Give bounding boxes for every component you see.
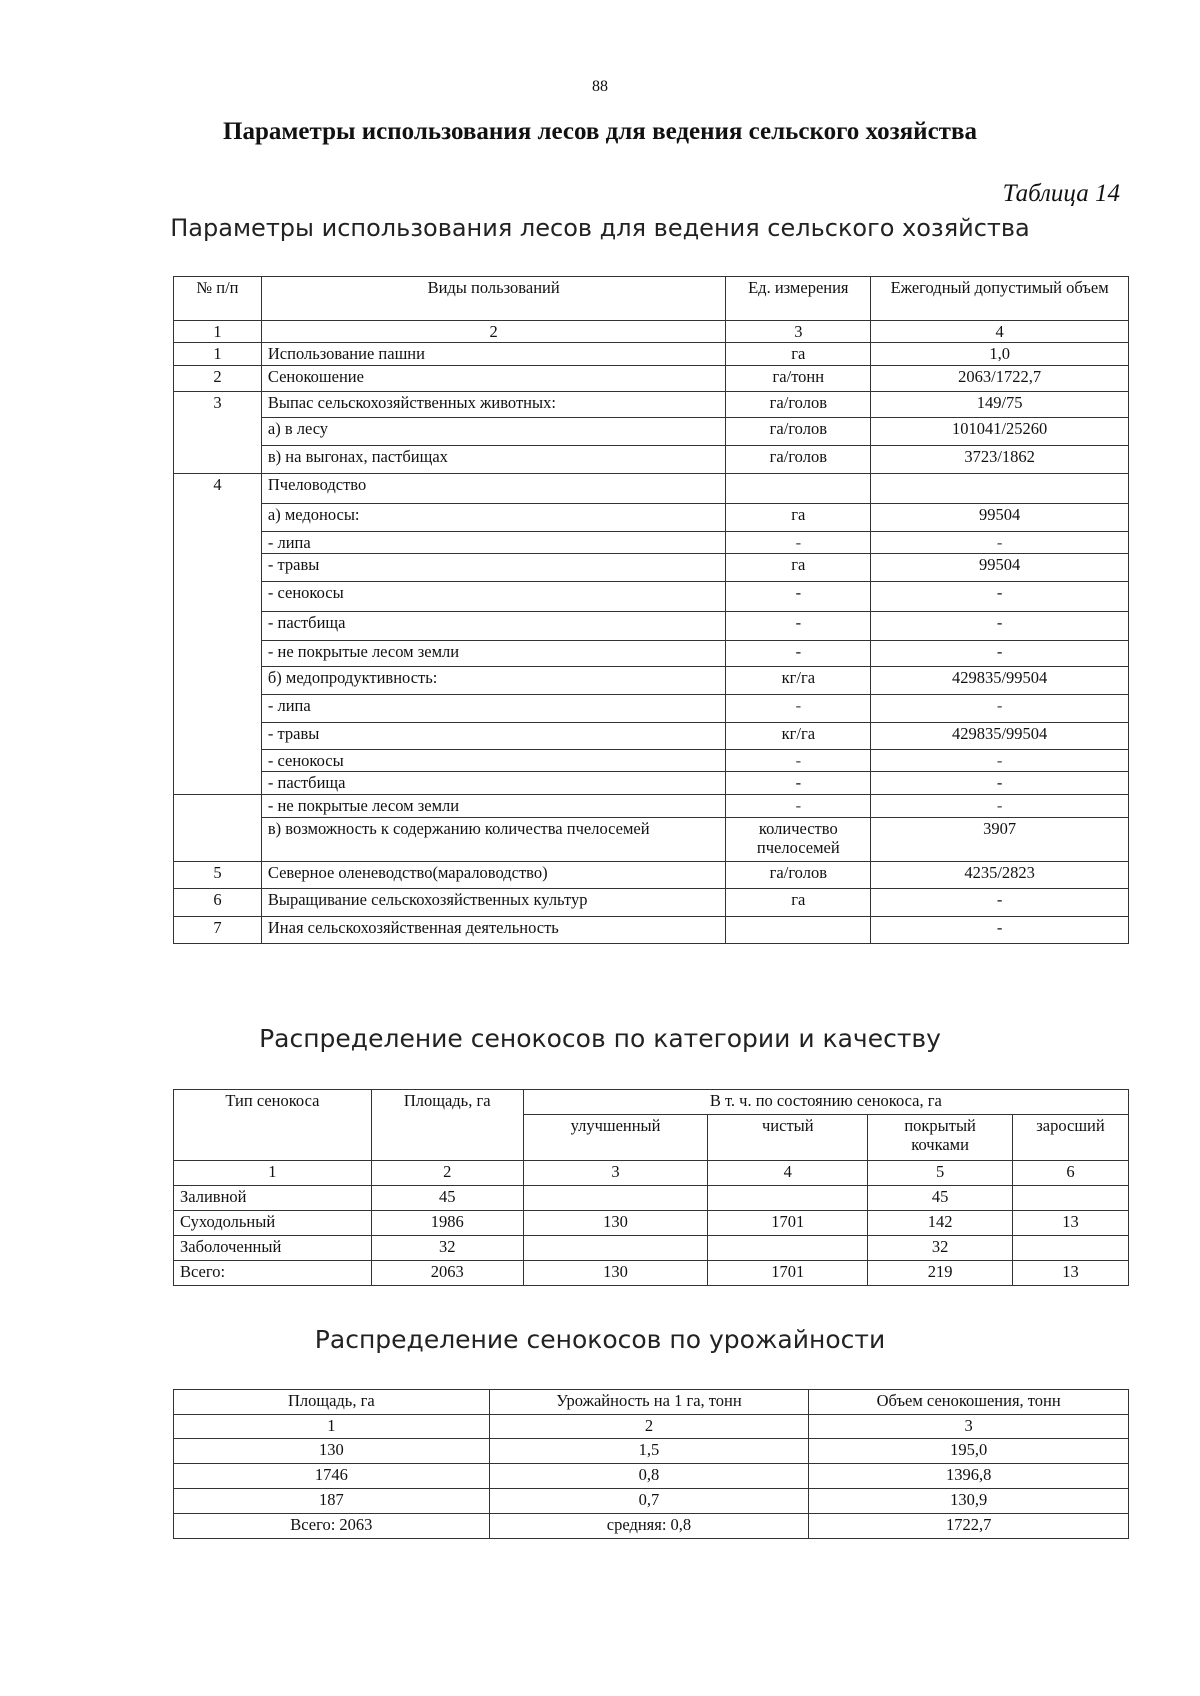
use-kind: Северное оленеводство(мараловодство) (261, 862, 726, 889)
table-row (174, 418, 1129, 446)
unit: - (726, 532, 871, 554)
header-cell: Ежегодный допустимый объем (871, 277, 1129, 321)
page-number: 88 (592, 78, 608, 95)
annual-volume: - (871, 750, 1129, 772)
row-number: 3 (174, 392, 262, 418)
unit: га/голов (726, 418, 871, 446)
header-cell: В т. ч. по состоянию сенокоса, га (523, 1090, 1128, 1115)
annual-volume: 4235/2823 (871, 862, 1129, 889)
table-row (174, 1236, 1129, 1261)
use-kind: Иная сельскохозяйственная деятельность (261, 917, 726, 944)
table-total-row (174, 1514, 1129, 1539)
row-number (174, 772, 262, 795)
table-row (174, 1186, 1129, 1211)
row-number: 7 (174, 917, 262, 944)
row-number (174, 818, 262, 862)
row-number (174, 667, 262, 695)
improved-cell (523, 1236, 708, 1261)
use-kind: - травы (261, 554, 726, 582)
header-cell: Виды пользований (261, 277, 726, 321)
unit: кг/га (726, 723, 871, 750)
annual-volume: - (871, 889, 1129, 917)
volume-cell: 1396,8 (809, 1464, 1129, 1489)
column-number: 3 (523, 1161, 708, 1186)
annual-volume: - (871, 795, 1129, 818)
annual-volume: - (871, 772, 1129, 795)
unit: - (726, 582, 871, 612)
annual-volume: 99504 (871, 554, 1129, 582)
column-number: 1 (174, 1415, 490, 1439)
annual-volume: - (871, 582, 1129, 612)
column-number-row (174, 321, 1129, 343)
table-row (174, 612, 1129, 641)
hay-type: Заболоченный (174, 1236, 372, 1261)
annual-volume: - (871, 641, 1129, 667)
subheader-cell: улучшенный (523, 1115, 708, 1161)
improved-cell: 130 (523, 1261, 708, 1286)
annual-volume: - (871, 917, 1129, 944)
unit: - (726, 612, 871, 641)
use-kind: - сенокосы (261, 582, 726, 612)
annual-volume: 429835/99504 (871, 667, 1129, 695)
table-row (174, 641, 1129, 667)
annual-volume: 149/75 (871, 392, 1129, 418)
unit: - (726, 750, 871, 772)
header-cell: Объем сенокошения, тонн (809, 1390, 1129, 1415)
header-cell: Площадь, га (174, 1390, 490, 1415)
use-kind: - не покрытые лесом земли (261, 641, 726, 667)
clean-cell: 1701 (708, 1261, 868, 1286)
row-number: 5 (174, 862, 262, 889)
row-number (174, 795, 262, 818)
table-row (174, 1211, 1129, 1236)
main-heading: Параметры использования лесов для ведения сельского хозяйства (223, 118, 977, 145)
tussock-cell: 219 (868, 1261, 1013, 1286)
hay-quality-table (173, 1089, 1129, 1286)
header-cell: Ед. измерения (726, 277, 871, 321)
use-kind: а) в лесу (261, 418, 726, 446)
row-number (174, 750, 262, 772)
unit: - (726, 772, 871, 795)
unit: - (726, 695, 871, 723)
forest-use-table (173, 276, 1129, 944)
use-kind: - травы (261, 723, 726, 750)
table-row (174, 818, 1129, 862)
header-cell: № п/п (174, 277, 262, 321)
row-number (174, 641, 262, 667)
use-kind: Сенокошение (261, 366, 726, 392)
table-header-row (174, 277, 1129, 321)
unit: га (726, 343, 871, 366)
hay-yield-table (173, 1389, 1129, 1539)
column-number: 2 (261, 321, 726, 343)
use-kind: в) на выгонах, пастбищах (261, 446, 726, 474)
improved-cell: 130 (523, 1211, 708, 1236)
row-number (174, 532, 262, 554)
area-cell: 2063 (371, 1261, 523, 1286)
unit: га/голов (726, 862, 871, 889)
improved-cell (523, 1186, 708, 1211)
overgrown-cell (1013, 1186, 1129, 1211)
row-number: 1 (174, 343, 262, 366)
use-kind: - липа (261, 532, 726, 554)
hay-yield-title: Распределение сенокосов по урожайности (314, 1325, 886, 1354)
table-row (174, 504, 1129, 532)
use-kind: - не покрытые лесом земли (261, 795, 726, 818)
annual-volume: - (871, 532, 1129, 554)
use-kind: - липа (261, 695, 726, 723)
subheader-cell: покрытый кочками (868, 1115, 1013, 1161)
column-number-row (174, 1161, 1129, 1186)
table-row (174, 582, 1129, 612)
use-kind: Использование пашни (261, 343, 726, 366)
unit: га/голов (726, 392, 871, 418)
use-kind: - пастбища (261, 612, 726, 641)
unit: га (726, 554, 871, 582)
area-cell: 45 (371, 1186, 523, 1211)
table-row (174, 750, 1129, 772)
annual-volume: 1,0 (871, 343, 1129, 366)
table-header-row (174, 1390, 1129, 1415)
use-kind: - сенокосы (261, 750, 726, 772)
table-row (174, 1464, 1129, 1489)
table-row (174, 446, 1129, 474)
table-header-row (174, 1090, 1129, 1115)
use-kind: а) медоносы: (261, 504, 726, 532)
table-row (174, 772, 1129, 795)
column-number: 4 (708, 1161, 868, 1186)
row-number (174, 695, 262, 723)
table-total-row (174, 1261, 1129, 1286)
column-number: 2 (371, 1161, 523, 1186)
subheader-cell: заросший (1013, 1115, 1129, 1161)
column-number: 6 (1013, 1161, 1129, 1186)
annual-volume: 99504 (871, 504, 1129, 532)
annual-volume: - (871, 612, 1129, 641)
unit: - (726, 795, 871, 818)
area-cell: 32 (371, 1236, 523, 1261)
annual-volume (871, 474, 1129, 504)
table-row (174, 889, 1129, 917)
table-row (174, 532, 1129, 554)
column-number: 4 (871, 321, 1129, 343)
annual-volume: 3907 (871, 818, 1129, 862)
table-row (174, 917, 1129, 944)
table-row (174, 695, 1129, 723)
table-row (174, 862, 1129, 889)
row-number (174, 446, 262, 474)
yield-cell: 1,5 (489, 1439, 809, 1464)
area-cell: Всего: 2063 (174, 1514, 490, 1539)
annual-volume: 429835/99504 (871, 723, 1129, 750)
table-row (174, 474, 1129, 504)
table-row (174, 723, 1129, 750)
unit: га (726, 889, 871, 917)
unit: кг/га (726, 667, 871, 695)
column-number: 1 (174, 321, 262, 343)
annual-volume: 101041/25260 (871, 418, 1129, 446)
area-cell: 130 (174, 1439, 490, 1464)
row-number: 2 (174, 366, 262, 392)
use-kind: Пчеловодство (261, 474, 726, 504)
volume-cell: 195,0 (809, 1439, 1129, 1464)
tussock-cell: 142 (868, 1211, 1013, 1236)
area-cell: 1746 (174, 1464, 490, 1489)
table-row (174, 343, 1129, 366)
clean-cell (708, 1236, 868, 1261)
hay-type: Заливной (174, 1186, 372, 1211)
table-row (174, 667, 1129, 695)
unit (726, 474, 871, 504)
column-number: 3 (809, 1415, 1129, 1439)
use-kind: Выращивание сельскохозяйственных культур (261, 889, 726, 917)
yield-cell: средняя: 0,8 (489, 1514, 809, 1539)
table-row (174, 795, 1129, 818)
use-kind: в) возможность к содержанию количества пчелосемей (261, 818, 726, 862)
use-kind: б) медопродуктивность: (261, 667, 726, 695)
row-number (174, 504, 262, 532)
unit: количество пчелосемей (726, 818, 871, 862)
table-row (174, 1439, 1129, 1464)
unit: га (726, 504, 871, 532)
clean-cell (708, 1186, 868, 1211)
row-number: 4 (174, 474, 262, 504)
annual-volume: - (871, 695, 1129, 723)
clean-cell: 1701 (708, 1211, 868, 1236)
yield-cell: 0,7 (489, 1489, 809, 1514)
table-label: Таблица 14 (1002, 180, 1120, 207)
header-cell: Тип сенокоса (174, 1090, 372, 1161)
column-number-row (174, 1415, 1129, 1439)
volume-cell: 1722,7 (809, 1514, 1129, 1539)
annual-volume: 2063/1722,7 (871, 366, 1129, 392)
row-number: 6 (174, 889, 262, 917)
unit: га/голов (726, 446, 871, 474)
table-row (174, 554, 1129, 582)
unit: га/тонн (726, 366, 871, 392)
column-number: 3 (726, 321, 871, 343)
table-caption: Параметры использования лесов для ведения сельского хозяйства (170, 214, 1030, 242)
row-number (174, 612, 262, 641)
column-number: 5 (868, 1161, 1013, 1186)
volume-cell: 130,9 (809, 1489, 1129, 1514)
header-cell: Урожайность на 1 га, тонн (489, 1390, 809, 1415)
annual-volume: 3723/1862 (871, 446, 1129, 474)
unit: - (726, 641, 871, 667)
table-row (174, 366, 1129, 392)
overgrown-cell: 13 (1013, 1261, 1129, 1286)
hay-quality-title: Распределение сенокосов по категории и качеству (259, 1024, 941, 1053)
hay-type: Всего: (174, 1261, 372, 1286)
unit (726, 917, 871, 944)
use-kind: - пастбища (261, 772, 726, 795)
row-number (174, 723, 262, 750)
table-row (174, 1489, 1129, 1514)
area-cell: 1986 (371, 1211, 523, 1236)
column-number: 2 (489, 1415, 809, 1439)
hay-type: Суходольный (174, 1211, 372, 1236)
tussock-cell: 45 (868, 1186, 1013, 1211)
header-cell: Площадь, га (371, 1090, 523, 1161)
area-cell: 187 (174, 1489, 490, 1514)
table-row (174, 392, 1129, 418)
use-kind: Выпас сельскохозяйственных животных: (261, 392, 726, 418)
column-number: 1 (174, 1161, 372, 1186)
overgrown-cell: 13 (1013, 1211, 1129, 1236)
row-number (174, 418, 262, 446)
subheader-cell: чистый (708, 1115, 868, 1161)
row-number (174, 582, 262, 612)
overgrown-cell (1013, 1236, 1129, 1261)
tussock-cell: 32 (868, 1236, 1013, 1261)
yield-cell: 0,8 (489, 1464, 809, 1489)
row-number (174, 554, 262, 582)
